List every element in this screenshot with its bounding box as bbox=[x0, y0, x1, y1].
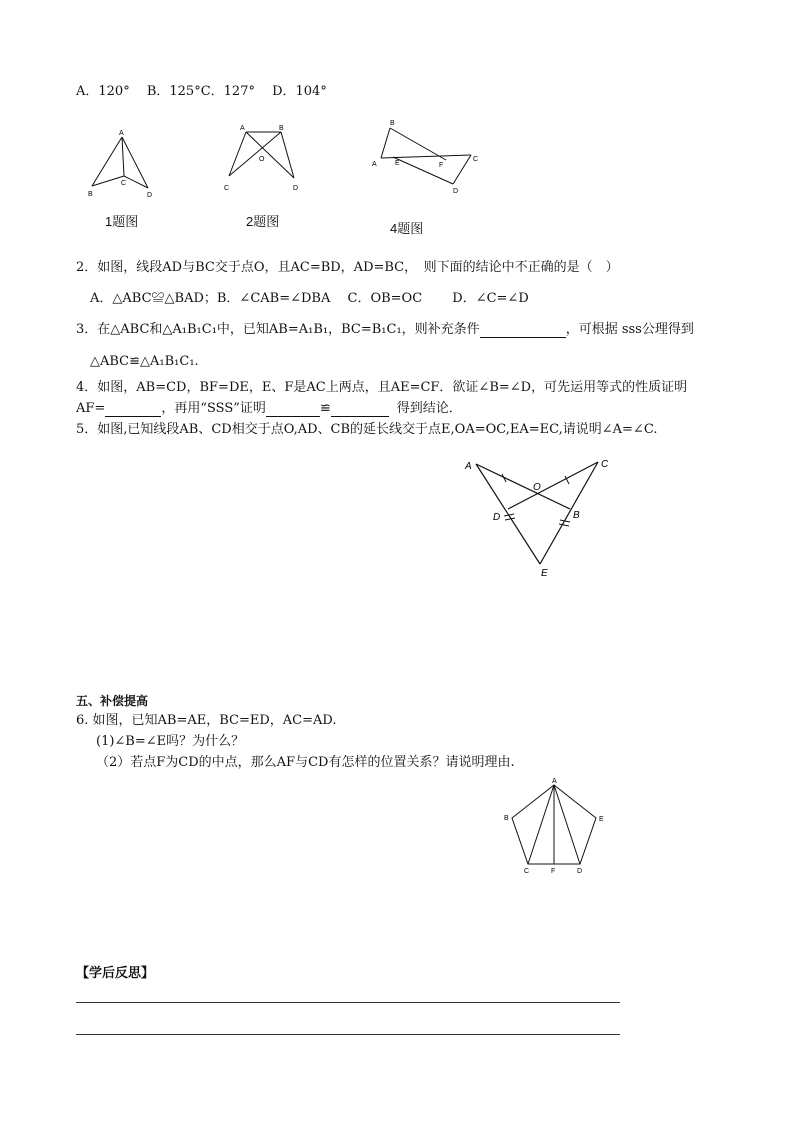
reflection-line-1[interactable] bbox=[76, 1002, 620, 1003]
q6-stem: 6. 如图，已知AB=AE，BC=ED，AC=AD. bbox=[76, 713, 337, 728]
fig6-label-f: F bbox=[551, 868, 556, 875]
figure-4 bbox=[366, 112, 486, 202]
q4-blank-triangle-1[interactable] bbox=[266, 403, 320, 417]
fig2-caption: 2题图 bbox=[246, 214, 280, 229]
fig5-label-o: O bbox=[533, 482, 541, 493]
fig1-label-a: A bbox=[119, 130, 124, 137]
fig4-label-b: B bbox=[390, 120, 395, 127]
figure-6 bbox=[500, 776, 610, 880]
q1-options: A．120° B．125°C．127° D．104° bbox=[76, 84, 327, 99]
q4-line1: 4．如图，AB=CD，BF=DE，E、F是AC上两点，且AE=CF．欲证∠B=∠D，可先运用等式的性质证明 bbox=[76, 380, 688, 395]
q6-part2: （2）若点F为CD的中点，那么AF与CD有怎样的位置关系？请说明理由. bbox=[96, 755, 515, 770]
reflection-title: 【学后反思】 bbox=[76, 966, 155, 981]
fig4-caption: 4题图 bbox=[390, 221, 424, 236]
fig6-label-d: D bbox=[577, 868, 583, 875]
figure-2 bbox=[220, 118, 310, 198]
fig4-label-a: A bbox=[372, 161, 377, 168]
q2-options: A．△ABC≌△BAD；B．∠CAB=∠DBA C．OB=OC D．∠C=∠D bbox=[90, 291, 529, 306]
q3-text-a: 3．在△ABC和△A₁B₁C₁中，已知AB=A₁B₁，BC=B₁C₁，则补充条件 bbox=[76, 322, 480, 337]
fig2-label-o: O bbox=[259, 156, 265, 163]
section-5-title: 五、补偿提高 bbox=[76, 694, 149, 708]
fig4-label-e: E bbox=[395, 160, 400, 167]
q4-blank-af[interactable] bbox=[105, 403, 161, 417]
fig2-label-c: C bbox=[224, 185, 230, 192]
fig2-label-b: B bbox=[279, 125, 284, 132]
figure-1 bbox=[84, 124, 164, 204]
fig1-label-d: D bbox=[147, 192, 153, 199]
q3-text-b: ，可根据 sss公理得到 bbox=[565, 322, 694, 337]
q4-blank-triangle-2[interactable] bbox=[331, 403, 389, 417]
fig6-label-c: C bbox=[524, 868, 530, 875]
fig5-label-c: C bbox=[601, 459, 609, 470]
q2-stem: 2．如图，线段AD与BC交于点O，且AC=BD，AD=BC， 则下面的结论中不正确的是（ ） bbox=[76, 260, 619, 275]
q4-congruent-symbol: ≌ bbox=[319, 401, 331, 416]
fig5-label-d: D bbox=[493, 512, 501, 523]
fig4-label-c: C bbox=[473, 156, 479, 163]
fig4-label-d: D bbox=[453, 188, 459, 195]
fig5-label-b: B bbox=[573, 510, 580, 521]
q3-line1 bbox=[76, 322, 694, 338]
fig5-label-e: E bbox=[541, 568, 548, 579]
q5-stem: 5．如图,已知线段AB、CD相交于点O,AD、CB的延长线交于点E,OA=OC,EA=EC,请说明∠A=∠C. bbox=[76, 422, 658, 437]
figure-5 bbox=[458, 452, 618, 582]
fig1-caption: 1题图 bbox=[105, 214, 139, 229]
fig1-label-c: C bbox=[121, 180, 127, 187]
fig5-label-a: A bbox=[465, 461, 472, 472]
q3-blank[interactable] bbox=[480, 324, 566, 338]
fig2-label-d: D bbox=[293, 185, 299, 192]
fig2-label-a: A bbox=[240, 125, 245, 132]
q4-line2 bbox=[76, 401, 462, 417]
fig6-label-b: B bbox=[504, 815, 509, 822]
q4-text-b: ，再用“SSS”证明 bbox=[161, 401, 266, 416]
reflection-line-2[interactable] bbox=[76, 1034, 620, 1035]
fig1-label-b: B bbox=[88, 191, 93, 198]
q6-part1: (1)∠B=∠E吗？为什么？ bbox=[96, 734, 245, 749]
q4-text-d: 得到结论． bbox=[396, 401, 462, 416]
fig6-label-a: A bbox=[552, 778, 557, 785]
q3-line2: △ABC≌△A₁B₁C₁. bbox=[90, 354, 199, 369]
q4-text-a: AF= bbox=[76, 401, 106, 416]
fig6-label-e: E bbox=[599, 816, 604, 823]
fig4-label-f: F bbox=[439, 162, 444, 169]
